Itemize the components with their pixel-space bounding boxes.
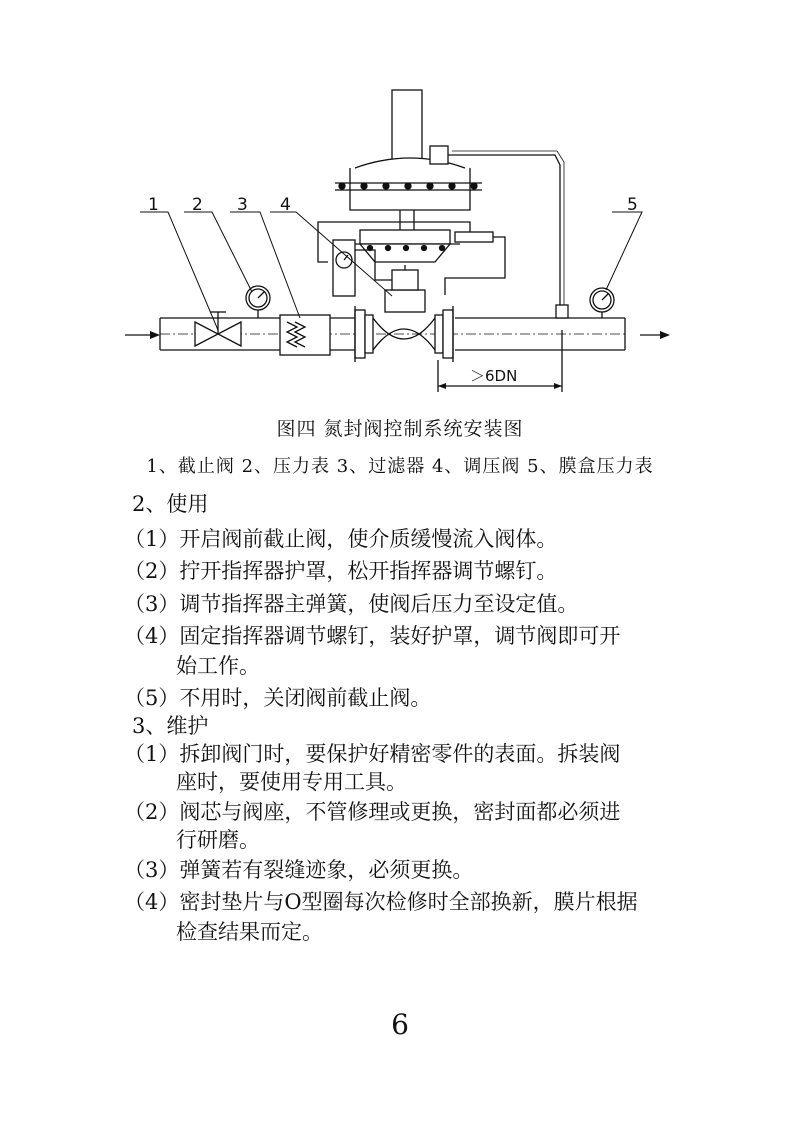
maint-item-1-cont: 座时，要使用专用工具。: [176, 770, 407, 794]
maint-item-2-cont: 行研磨。: [176, 828, 260, 852]
diaphragm-gauge-icon: [590, 288, 614, 318]
figure-caption: 图四 氮封阀控制系统安装图: [276, 418, 524, 440]
maint-item-4-cont: 检查结果而定。: [176, 920, 323, 944]
maint-item-3: （3）弹簧若有裂缝迹象，必须更换。: [124, 858, 474, 882]
dimension-line: [438, 330, 562, 392]
callout-5: 5: [627, 195, 638, 215]
installation-diagram: [110, 80, 690, 400]
callout-2: 2: [192, 195, 203, 215]
callout-1: 1: [148, 195, 159, 215]
filter-icon: [280, 315, 330, 355]
callout-3: 3: [237, 195, 248, 215]
use-item-2: （2）拧开指挥器护罩，松开指挥器调节螺钉。: [124, 559, 558, 583]
dimension-label: ＞6DN: [470, 367, 518, 385]
maint-item-2: （2）阀芯与阀座，不管修理或更换，密封面都必须进: [124, 800, 621, 824]
figure-legend: 1、截止阀 2、压力表 3、过滤器 4、调压阀 5、膜盒压力表: [146, 456, 654, 477]
use-item-5: （5）不用时，关闭阀前截止阀。: [124, 686, 432, 710]
maint-item-1: （1）拆卸阀门时，要保护好精密零件的表面。拆装阀: [124, 742, 621, 766]
use-item-3: （3）调节指挥器主弹簧，使阀后压力至设定值。: [124, 592, 579, 616]
use-item-1: （1）开启阀前截止阀，使介质缓慢流入阀体。: [124, 527, 558, 551]
callout-4: 4: [280, 195, 291, 215]
section-title-maintenance: 3、维护: [132, 714, 209, 738]
diaphragm-box: [335, 90, 482, 230]
use-item-4-cont: 始工作。: [176, 654, 260, 678]
section-title-use: 2、使用: [132, 492, 209, 516]
use-item-4: （4）固定指挥器调节螺钉，装好护罩，调节阀即可开: [124, 624, 621, 648]
pressure-gauge-icon: [246, 286, 270, 318]
maint-item-4: （4）密封垫片与O型圈每次检修时全部换新，膜片根据: [124, 890, 638, 914]
regulating-valve-body: [355, 265, 453, 362]
page-number: 6: [391, 1008, 409, 1041]
